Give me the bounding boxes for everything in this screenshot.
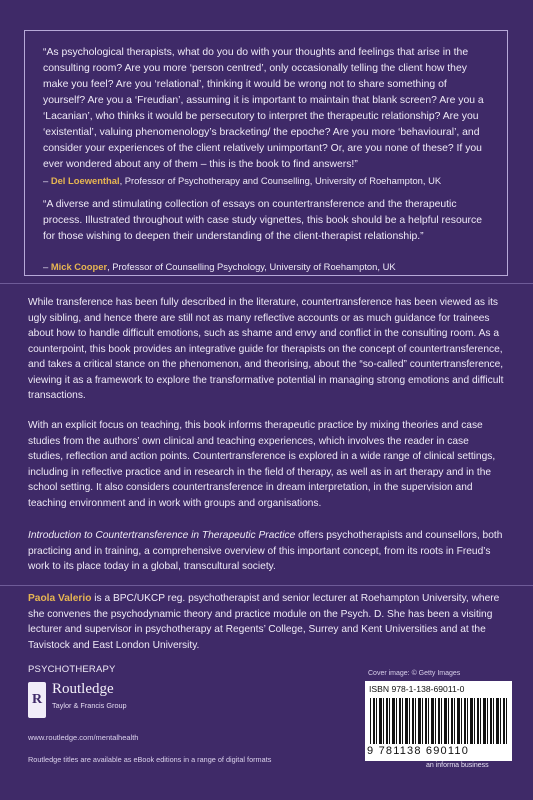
description-paragraph-1: While transference has been fully described in the literature, countertransference has been viewed as its ugly sibling, and hence there are still not as many reflective accounts or as much guidance for trainees about how to handle difficult emotions, such as shame and envy and conflict in the consulting room. As a counterpoint, this book provides an integrative guide for therapists on the concept of countertransference, and takes a critical stance on the phenomenon, and theorising, about the “so-called” countertransference, viewing it as a framework to explore the transformative potential in managing strong emotions and difficult transactions. <box>28 297 504 401</box>
informa-tagline: an informa business <box>426 762 489 769</box>
author-name: Paola Valerio <box>28 593 92 604</box>
publisher-website: www.routledge.com/mentalhealth <box>28 733 139 742</box>
endorser-name: Mick Cooper <box>50 261 108 272</box>
author-bio <box>28 591 506 653</box>
endorser-role: , Professor of Psychotherapy and Counselling, University of Roehampton, UK <box>119 175 442 186</box>
endorsement-quote-1: “As psychological therapists, what do you do with your thoughts and feelings that arise in the consulting room? Are you more ‘person centred’, only occasionally telling the client how they make you feel? Are you ‘relational’, thinking it would be wrong not to share something of yourself? Are you a ‘Freudian’, assuming it is important to maintain that blank screen? Are you a ‘Lacanian’, who thinks it would be persecutory to interpret the therapeutic relationship? Are you ‘existential’, valuing phenomenology’s bracketing/ the epoche? Are you more ‘behavioural’, and consider your experiences of the client relatively unimportant? Or, are you none of these? If you ever wondered about any of them – this is the book to find answers!” <box>43 47 484 170</box>
endorsement-quote-2: “A diverse and stimulating collection of essays on countertransference and the therapeutic process. Illustrated throughout with case study vignettes, this book should be a helpful resource for those wishing to deepen their understanding of the client-therapist relationship.” <box>43 199 482 242</box>
publisher-group: Taylor & Francis Group <box>52 701 127 710</box>
ebook-note: Routledge titles are available as eBook editions in a range of digital formats <box>28 755 272 764</box>
attribution-dash: – <box>43 175 51 186</box>
author-bio-text: is a BPC/UKCP reg. psychotherapist and senior lecturer at Roehampton University, where she convenes the psychodynamic theory and practice module on the Psych. D. She has been a visiting lecturer and supervisor in psychotherapy at Regents’ College, Surrey and Kent Universities and at the Tavistock and East London University. <box>28 593 500 651</box>
endorser-role: , Professor of Counselling Psychology, University of Roehampton, UK <box>107 261 396 272</box>
isbn-barcode-panel <box>365 681 512 761</box>
attribution-dash: – <box>43 261 51 272</box>
description-paragraph-3-text: offers psychotherapists and counsellors, both practicing and in training, a comprehensive overview of this important concept, from its roots in Freud’s work to its place today in a global, transcultural society. <box>28 530 503 572</box>
routledge-mark-icon: R <box>28 682 46 718</box>
section-divider <box>0 585 533 586</box>
endorsement-attribution-1 <box>43 174 489 187</box>
book-title: Introduction to Countertransference in Therapeutic Practice <box>28 530 296 541</box>
publisher-name: Routledge <box>52 681 114 697</box>
isbn-label: ISBN 978-1-138-69011-0 <box>369 684 465 694</box>
publisher-logo <box>28 681 178 721</box>
cover-image-credit: Cover image: © Getty Images <box>368 670 461 677</box>
endorser-name: Del Loewenthal <box>50 175 120 186</box>
barcode-number: 9 781138 690110 <box>367 745 470 757</box>
description-paragraph-3 <box>28 528 506 575</box>
subject-category: PSYCHOTHERAPY <box>28 664 116 675</box>
description-paragraph-2: With an explicit focus on teaching, this book informs therapeutic practice by mixing theories and case studies from the authors’ own clinical and teaching experiences, which involves the reader in case studies, reflection and action points. Countertransference is explored in a wide range of clinical settings, including in reflective practice and in research in the field of therapy, as well as in art therapy and in the school setting. It also considers countertransference in dream interpretation, in the supervision and teaching environment and in work with groups and organisations. <box>28 420 496 509</box>
section-divider <box>0 283 533 284</box>
barcode-icon <box>370 698 507 744</box>
endorsement-attribution-2 <box>43 260 489 273</box>
